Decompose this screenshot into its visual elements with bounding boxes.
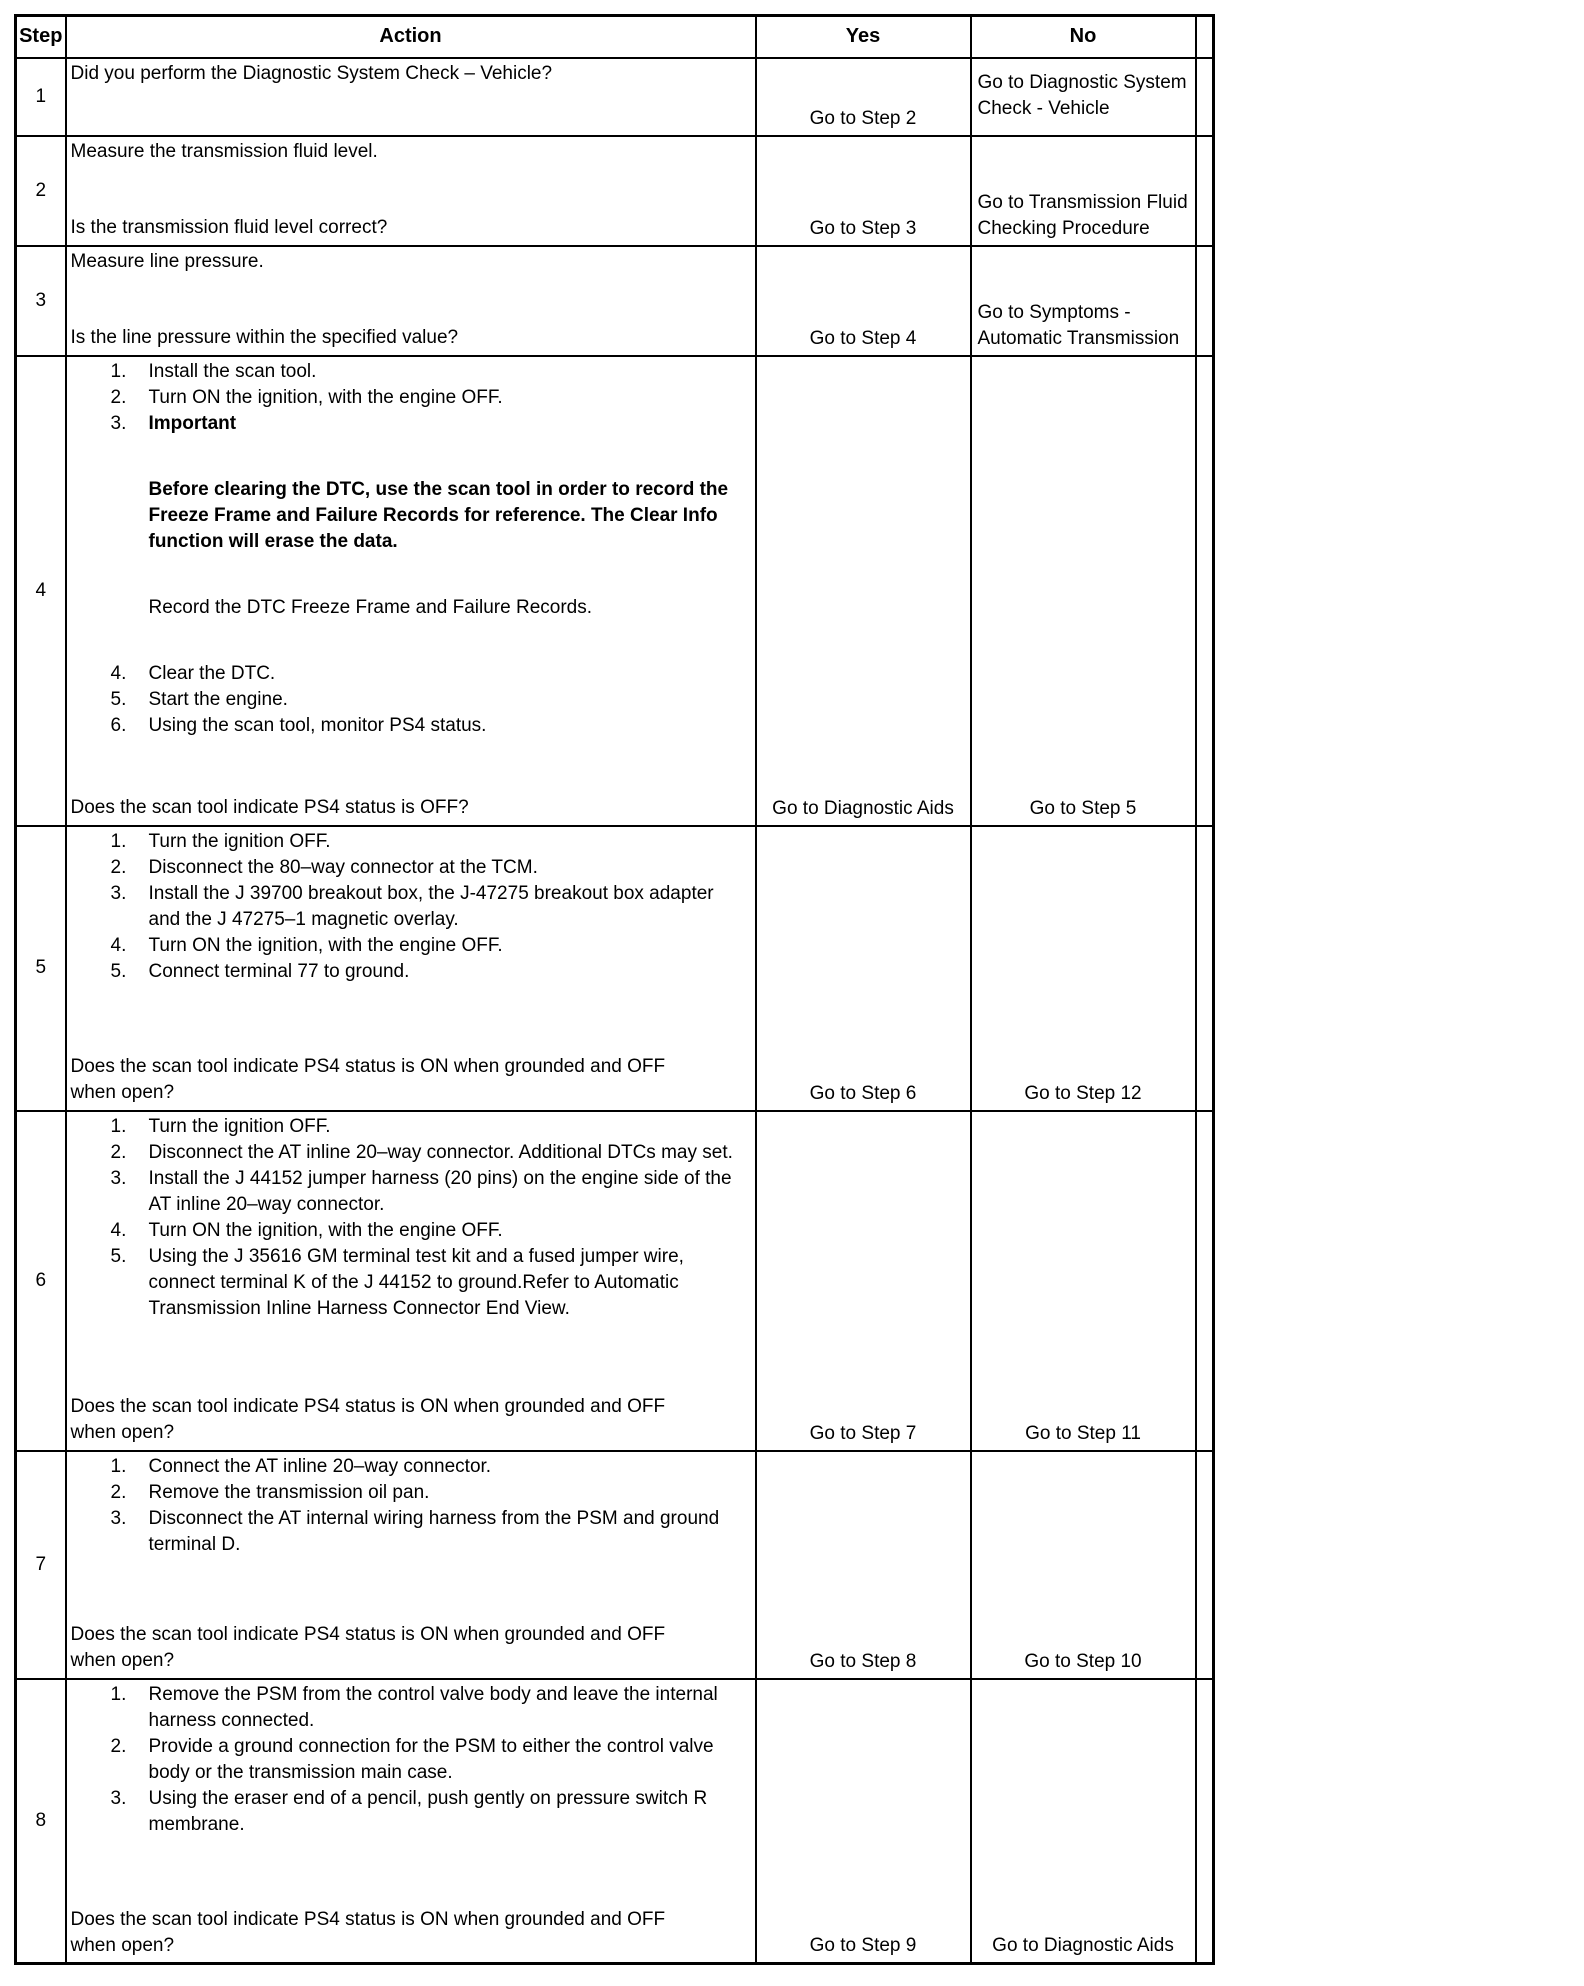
action-question: Is the line pressure within the specified value? bbox=[70, 326, 459, 348]
action-question: Does the scan tool indicate PS4 status is ON when grounded and OFF when open? bbox=[70, 1908, 666, 1956]
action-cell bbox=[66, 136, 756, 246]
action-list-item bbox=[71, 661, 751, 687]
list-item-text: Install the scan tool. bbox=[148, 360, 317, 382]
action-list-item bbox=[71, 1166, 751, 1218]
action-list-item bbox=[71, 1218, 751, 1244]
list-item-number: 5. bbox=[110, 1245, 127, 1267]
table-row bbox=[16, 58, 1214, 136]
filler-cell bbox=[1196, 1111, 1214, 1451]
list-item-text: Disconnect the AT inline 20–way connector. Additional DTCs may set. bbox=[148, 1141, 733, 1163]
list-item-text: Turn ON the ignition, with the engine OFF. bbox=[148, 934, 503, 956]
no-cell: Go to Transmission Fluid Checking Procedure bbox=[971, 136, 1196, 246]
action-list-item bbox=[71, 1682, 751, 1734]
action-question: Is the transmission fluid level correct? bbox=[70, 216, 388, 238]
action-cell bbox=[66, 1111, 756, 1451]
action-content bbox=[71, 249, 751, 351]
table-body bbox=[16, 58, 1214, 1964]
list-item-text: Remove the transmission oil pan. bbox=[148, 1481, 430, 1503]
list-item-text: Clear the DTC. bbox=[148, 662, 276, 684]
action-content bbox=[71, 139, 751, 241]
list-item-text: Disconnect the 80–way connector at the TCM. bbox=[148, 856, 538, 878]
list-item-text: Disconnect the AT internal wiring harness from the PSM and ground terminal D. bbox=[148, 1507, 720, 1555]
yes-cell: Go to Diagnostic Aids bbox=[756, 356, 971, 826]
list-item-number: 3. bbox=[110, 412, 127, 434]
no-cell: Go to Symptoms - Automatic Transmission bbox=[971, 246, 1196, 356]
list-item-text: Install the J 39700 breakout box, the J-47275 breakout box adapter and the J 47275–1 magnetic overlay. bbox=[148, 882, 714, 930]
action-question: Does the scan tool indicate PS4 status is OFF? bbox=[70, 796, 469, 818]
action-list-item bbox=[71, 1244, 751, 1322]
yes-cell: Go to Step 8 bbox=[756, 1451, 971, 1679]
list-item-text: Important bbox=[148, 412, 237, 434]
yes-cell: Go to Step 7 bbox=[756, 1111, 971, 1451]
action-list-item bbox=[71, 1734, 751, 1786]
spacer bbox=[71, 555, 751, 595]
list-item-text: Remove the PSM from the control valve body and leave the internal harness connected. bbox=[148, 1683, 718, 1731]
header-row bbox=[16, 16, 1214, 58]
filler-cell bbox=[1196, 58, 1214, 136]
action-list-item bbox=[71, 959, 751, 985]
filler-cell bbox=[1196, 356, 1214, 826]
list-item-text: Turn the ignition OFF. bbox=[148, 1115, 331, 1137]
list-item-number: 1. bbox=[110, 1115, 127, 1137]
action-list-item bbox=[71, 829, 751, 855]
step-cell: 2 bbox=[16, 136, 66, 246]
list-item-text: Start the engine. bbox=[148, 688, 288, 710]
list-item-text: Using the eraser end of a pencil, push gently on pressure switch R membrane. bbox=[148, 1787, 708, 1835]
step-cell: 5 bbox=[16, 826, 66, 1111]
list-item-text: Provide a ground connection for the PSM to either the control valve body or the transmission main case. bbox=[148, 1735, 714, 1783]
header-filler bbox=[1196, 16, 1214, 58]
no-cell: Go to Step 5 bbox=[971, 356, 1196, 826]
yes-cell: Go to Step 2 bbox=[756, 58, 971, 136]
filler-cell bbox=[1196, 1451, 1214, 1679]
table-row bbox=[16, 826, 1214, 1111]
action-list-item bbox=[71, 1506, 751, 1558]
yes-cell: Go to Step 4 bbox=[756, 246, 971, 356]
yes-cell: Go to Step 3 bbox=[756, 136, 971, 246]
action-question: Does the scan tool indicate PS4 status is ON when grounded and OFF when open? bbox=[70, 1623, 666, 1671]
filler-cell bbox=[1196, 1679, 1214, 1964]
action-question: Does the scan tool indicate PS4 status is ON when grounded and OFF when open? bbox=[70, 1055, 666, 1103]
action-question: Does the scan tool indicate PS4 status is ON when grounded and OFF when open? bbox=[70, 1395, 666, 1443]
header-step: Step bbox=[16, 16, 66, 58]
list-item-number: 4. bbox=[110, 1219, 127, 1241]
action-cell bbox=[66, 246, 756, 356]
list-item-number: 2. bbox=[110, 1735, 127, 1757]
action-content bbox=[71, 1682, 751, 1959]
table-row bbox=[16, 136, 1214, 246]
action-list-item bbox=[71, 1480, 751, 1506]
action-cell bbox=[66, 58, 756, 136]
no-cell: Go to Diagnostic Aids bbox=[971, 1679, 1196, 1964]
list-item-number: 1. bbox=[110, 830, 127, 852]
step-cell: 6 bbox=[16, 1111, 66, 1451]
action-content bbox=[71, 829, 751, 1106]
action-content bbox=[71, 359, 751, 821]
table-row bbox=[16, 1451, 1214, 1679]
list-item-number: 2. bbox=[110, 1481, 127, 1503]
header-no: No bbox=[971, 16, 1196, 58]
list-item-text: Connect the AT inline 20–way connector. bbox=[148, 1455, 492, 1477]
step-cell: 4 bbox=[16, 356, 66, 826]
action-content bbox=[71, 1114, 751, 1446]
spacer bbox=[71, 437, 751, 477]
yes-cell: Go to Step 6 bbox=[756, 826, 971, 1111]
no-cell: Go to Step 11 bbox=[971, 1111, 1196, 1451]
action-cell bbox=[66, 1679, 756, 1964]
list-item-text: Connect terminal 77 to ground. bbox=[148, 960, 410, 982]
list-item-number: 1. bbox=[110, 1683, 127, 1705]
action-paragraph: Before clearing the DTC, use the scan tool in order to record the Freeze Frame and Failure Records for reference. The Clear Info function will erase the data. bbox=[148, 478, 729, 552]
table-row bbox=[16, 1111, 1214, 1451]
list-item-number: 6. bbox=[110, 714, 127, 736]
header-yes: Yes bbox=[756, 16, 971, 58]
step-cell: 8 bbox=[16, 1679, 66, 1964]
list-item-number: 5. bbox=[110, 688, 127, 710]
no-cell: Go to Diagnostic System Check - Vehicle bbox=[971, 58, 1196, 136]
list-item-number: 2. bbox=[110, 856, 127, 878]
action-cell bbox=[66, 1451, 756, 1679]
list-item-text: Using the J 35616 GM terminal test kit and a fused jumper wire, connect terminal K of the J 44152 to ground.Refer to Automatic Transmission Inline Harness Connector End View. bbox=[148, 1245, 684, 1319]
action-list-item bbox=[71, 687, 751, 713]
list-item-number: 4. bbox=[110, 934, 127, 956]
list-item-text: Turn ON the ignition, with the engine OFF. bbox=[148, 1219, 503, 1241]
action-list-item bbox=[71, 359, 751, 385]
action-list-item bbox=[71, 713, 751, 739]
list-item-text: Using the scan tool, monitor PS4 status. bbox=[148, 714, 487, 736]
action-list-item bbox=[71, 1114, 751, 1140]
action-list-item bbox=[71, 1140, 751, 1166]
no-cell: Go to Step 12 bbox=[971, 826, 1196, 1111]
no-cell: Go to Step 10 bbox=[971, 1451, 1196, 1679]
list-item-text: Turn ON the ignition, with the engine OFF. bbox=[148, 386, 503, 408]
list-item-text: Turn the ignition OFF. bbox=[148, 830, 331, 852]
list-item-number: 2. bbox=[110, 386, 127, 408]
list-item-number: 1. bbox=[110, 360, 127, 382]
list-item-number: 1. bbox=[110, 1455, 127, 1477]
action-intro-text: Measure the transmission fluid level. bbox=[70, 140, 378, 162]
document-page bbox=[14, 14, 1215, 1965]
action-list-item bbox=[71, 411, 751, 437]
action-paragraph: Record the DTC Freeze Frame and Failure Records. bbox=[148, 596, 592, 618]
action-content bbox=[71, 61, 751, 131]
list-item-number: 3. bbox=[110, 1167, 127, 1189]
header-action: Action bbox=[66, 16, 756, 58]
filler-cell bbox=[1196, 136, 1214, 246]
table-row bbox=[16, 246, 1214, 356]
filler-cell bbox=[1196, 826, 1214, 1111]
list-item-number: 3. bbox=[110, 882, 127, 904]
yes-cell: Go to Step 9 bbox=[756, 1679, 971, 1964]
step-cell: 3 bbox=[16, 246, 66, 356]
list-item-number: 3. bbox=[110, 1787, 127, 1809]
action-cell bbox=[66, 356, 756, 826]
action-list-item bbox=[71, 881, 751, 933]
table-row bbox=[16, 356, 1214, 826]
filler-cell bbox=[1196, 246, 1214, 356]
list-item-number: 5. bbox=[110, 960, 127, 982]
action-intro-text: Measure line pressure. bbox=[70, 250, 264, 272]
action-list-item bbox=[71, 1786, 751, 1838]
action-list-item bbox=[71, 855, 751, 881]
action-list-item bbox=[71, 1454, 751, 1480]
list-item-number: 2. bbox=[110, 1141, 127, 1163]
spacer bbox=[71, 621, 751, 661]
table-row bbox=[16, 1679, 1214, 1964]
table-header bbox=[16, 16, 1214, 58]
list-item-text: Install the J 44152 jumper harness (20 pins) on the engine side of the AT inline 20–way connector. bbox=[148, 1167, 732, 1215]
step-cell: 1 bbox=[16, 58, 66, 136]
action-list-item bbox=[71, 385, 751, 411]
action-cell bbox=[66, 826, 756, 1111]
list-item-number: 3. bbox=[110, 1507, 127, 1529]
step-cell: 7 bbox=[16, 1451, 66, 1679]
list-item-number: 4. bbox=[110, 662, 127, 684]
diagnostic-table bbox=[14, 14, 1215, 1965]
action-list-item bbox=[71, 933, 751, 959]
action-intro-text: Did you perform the Diagnostic System Check – Vehicle? bbox=[70, 62, 553, 84]
action-content bbox=[71, 1454, 751, 1674]
